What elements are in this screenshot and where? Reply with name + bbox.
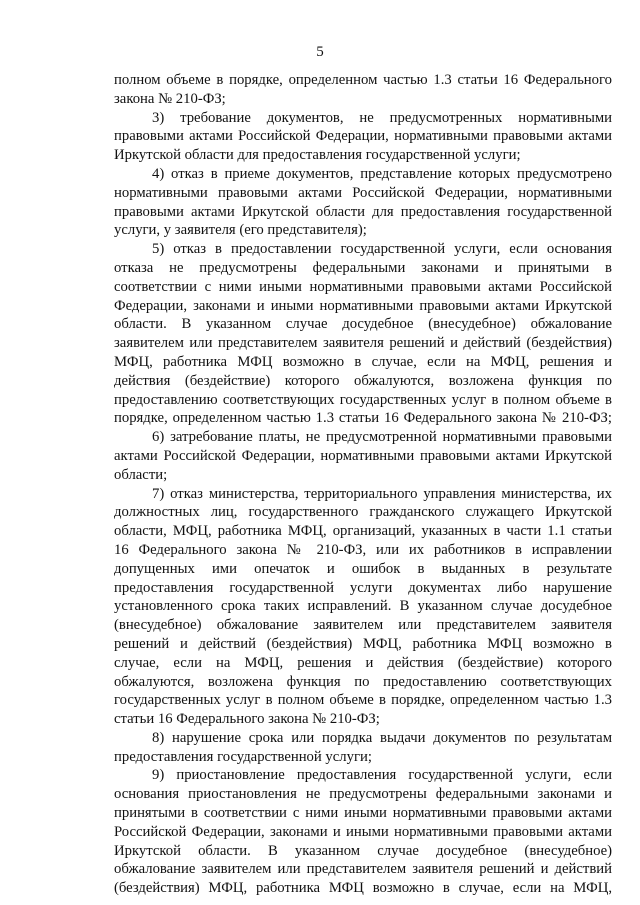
text-line: соответствии с ними иными нормативными правовыми актами Российской xyxy=(114,278,612,295)
text-line: решений и действий (бездействия) МФЦ, работника МФЦ возможно в xyxy=(114,635,612,652)
text-line: обжалуются, возложена функция по предоставлению соответствующих xyxy=(114,673,612,690)
text-line: 9) приостановление предоставления государственной услуги, если xyxy=(152,767,612,784)
text-line: (внесудебное) обжалование заявителем или представителем заявителя xyxy=(114,617,612,634)
text-line: правовыми актами Иркутской области для предоставления государственной xyxy=(114,203,612,220)
text-line: правовыми актами Российской Федерации, нормативными правовыми актами xyxy=(114,128,612,145)
text-line: актами Российской Федерации, нормативными правовыми актами Иркутской xyxy=(114,447,612,464)
text-line: 6) затребование платы, не предусмотренной нормативными правовыми xyxy=(152,429,612,446)
text-line: обжалование заявителем или представителем заявителя решений и действий xyxy=(114,861,612,878)
text-line: порядке, определенном частью 1.3 статьи 16 Федерального закона № 210-ФЗ; xyxy=(114,410,612,427)
text-line: отказа не предусмотрены федеральными законами и принятыми в xyxy=(114,259,612,276)
text-line: 3) требование документов, не предусмотренных нормативными xyxy=(152,109,612,126)
text-line: 7) отказ министерства, территориального управления министерства, их xyxy=(152,485,612,502)
text-line: случае, если на МФЦ, решения и действия (бездействие) которого xyxy=(114,654,612,671)
text-line: 5) отказ в предоставлении государственной услуги, если основания xyxy=(152,241,612,258)
text-line: предоставления государственной услуги; xyxy=(114,748,372,765)
text-line: области; xyxy=(114,466,168,483)
text-line: Иркутской области для предоставления государственной услуги; xyxy=(114,147,521,164)
text-line: статьи 16 Федерального закона № 210-ФЗ; xyxy=(114,711,380,728)
text-line: предоставлению соответствующих государственных услуг в полном объеме в xyxy=(114,391,612,408)
text-line: области. В указанном случае досудебное (внесудебное) обжалование xyxy=(114,316,612,333)
text-line: МФЦ, работника МФЦ возможно в случае, если на МФЦ, решения и xyxy=(114,353,612,370)
text-line: полном объеме в порядке, определенном частью 1.3 статьи 16 Федерального xyxy=(114,72,612,88)
text-line: основания приостановления не предусмотрены федеральными законами и xyxy=(114,786,612,803)
text-line: 4) отказ в приеме документов, представление которых предусмотрено xyxy=(152,165,612,182)
text-line: области, МФЦ, работника МФЦ, организаций, указанных в части 1.1 статьи xyxy=(114,523,612,540)
text-line: нормативными правовыми актами Российской Федерации, нормативными xyxy=(114,184,612,201)
text-line: допущенных ими опечаток и ошибок в выданных в результате xyxy=(114,560,612,577)
text-line: Иркутской области. В указанном случае досудебное (внесудебное) xyxy=(114,842,612,859)
text-line: заявителем или представителем заявителя решений и действий (бездействия) xyxy=(114,335,612,352)
text-line: (бездействия) МФЦ, работника МФЦ возможно в случае, если на МФЦ, xyxy=(114,880,612,897)
text-line: принятыми в соответствии с ними иными нормативными правовыми актами xyxy=(114,805,612,822)
text-line: закона № 210-ФЗ; xyxy=(114,90,226,107)
text-line: действия (бездействие) которого обжалуются, возложена функция по xyxy=(114,372,612,389)
text-line: установленного срока таких исправлений. В указанном случае досудебное xyxy=(114,598,612,615)
text-line: предоставления государственной услуги документах либо нарушение xyxy=(114,579,612,596)
text-line: Российской Федерации, законами и иными нормативными правовыми актами xyxy=(114,823,612,840)
text-line: государственных услуг в полном объеме в порядке, определенном частью 1.3 xyxy=(114,692,612,709)
text-line: 16 Федерального закона № 210-ФЗ, или их работников в исправлении xyxy=(114,541,612,558)
text-line: Федерации, законами и иными нормативными правовыми актами Иркутской xyxy=(114,297,612,314)
text-line: услуги, у заявителя (его представителя); xyxy=(114,222,367,239)
text-line: должностных лиц, государственного гражданского служащего Иркутской xyxy=(114,504,612,521)
body-text xyxy=(114,71,612,898)
page-number: 5 xyxy=(316,44,324,60)
text-line: 8) нарушение срока или порядка выдачи документов по результатам xyxy=(152,729,612,746)
